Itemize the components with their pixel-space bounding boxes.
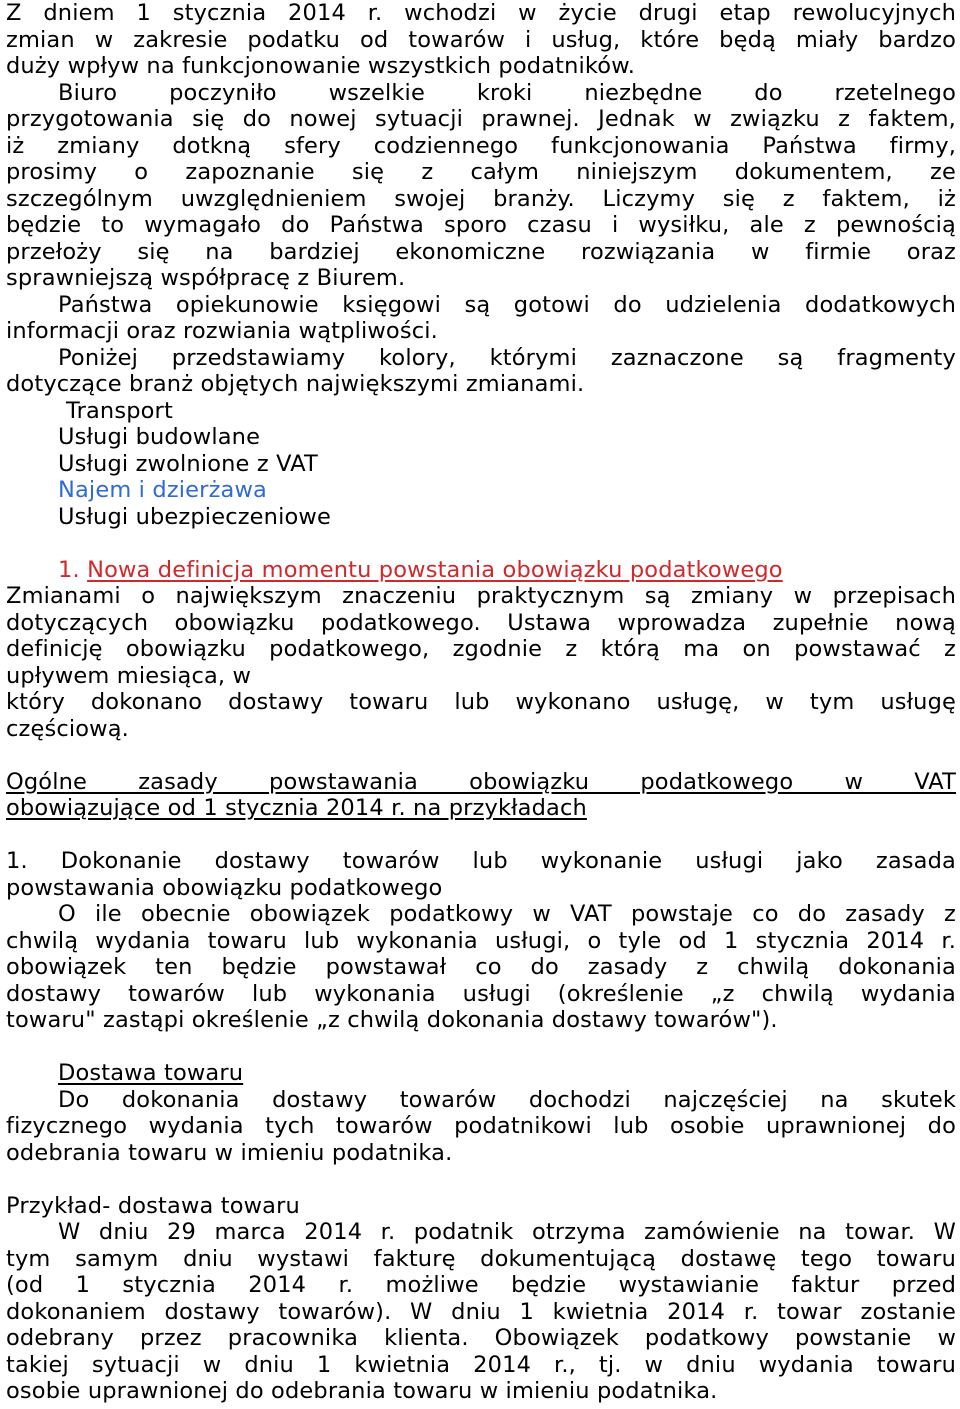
spacer (6, 822, 956, 849)
text-line: (od 1 stycznia 2014 r. możliwe będzie wystawianie faktur przed (6, 1272, 956, 1298)
delivery-section (6, 1060, 956, 1166)
spacer (6, 742, 956, 769)
section-1 (6, 557, 956, 743)
text-line: tym samym dniu wystawi fakturę dokumentującą dostawę tego towaru (6, 1245, 956, 1272)
text-line: sprawniejszą współpracę z Biurem. (6, 265, 406, 291)
text-line: chwilą wydania towaru lub wykonania usługi, o tyle od 1 stycznia 2014 r. (6, 927, 956, 954)
text-line (6, 795, 956, 822)
text-line: dotyczące branż objętych największymi zmianami. (6, 371, 585, 397)
text-line: który dokonano dostawy towaru lub wykonano usługę, w tym usługę (6, 689, 956, 715)
example-section (6, 1193, 956, 1405)
text-line: obowiązek ten będzie powstawał co do zasady z chwilą dokonania (6, 954, 956, 980)
text-line: O ile obecnie obowiązek podatkowy w VAT powstaje co do zasady z (58, 901, 956, 927)
text-line: definicję obowiązku podatkowego, zgodnie z którą ma on powstawać z (6, 636, 956, 662)
text-line: informacji oraz rozwiania wątpliwości. (6, 318, 438, 344)
section-heading (6, 557, 956, 584)
heading-text: obowiązujące od 1 stycznia 2014 r. na przykładach (6, 795, 587, 821)
text-line: przełoży się na bardziej ekonomiczne rozwiązania w firmie oraz (6, 238, 956, 265)
text-line: dostawy towarów lub wykonania usługi (określenie „z chwilą wydania (6, 980, 956, 1007)
text-line: szczególnym uwzględnieniem swojej branży. Liczymy się z faktem, iż (6, 185, 956, 212)
intro-paragraph-4 (6, 345, 956, 398)
text-line: dotyczących obowiązku podatkowego. Ustawa wprowadza zupełnie nową (6, 609, 956, 636)
text-line: Państwa opiekunowie księgowi są gotowi do udzielenia dodatkowych (58, 291, 956, 318)
rule-heading-line: 1. Dokonanie dostawy towarów lub wykonanie usługi jako zasada (6, 848, 956, 874)
subheading (6, 1060, 956, 1087)
text-line: częściową. (6, 715, 129, 742)
example-heading: Przykład- dostawa towaru (6, 1192, 300, 1219)
legend-item-transport: Transport (66, 397, 173, 424)
legend-item-vat-exempt: Usługi zwolnione z VAT (58, 450, 318, 477)
text-line: upływem miesiąca, w (6, 662, 252, 689)
legend-item-construction: Usługi budowlane (58, 424, 261, 450)
text-line: towaru" zastąpi określenie „z chwilą dokonania dostawy towarów"). (6, 1007, 778, 1033)
intro-paragraph-2 (6, 80, 956, 292)
text-line: dokonaniem dostawy towarów). W dniu 1 kwietnia 2014 r. towar zostanie (6, 1298, 956, 1325)
text-line: Do dokonania dostawy towarów dochodzi najczęściej na skutek (58, 1086, 956, 1113)
text-line: Zmianami o największym znaczeniu praktycznym są zmiany w przepisach (6, 583, 956, 609)
text-line: Biuro poczyniło wszelkie kroki niezbędne do rzetelnego (58, 79, 956, 106)
subheading-text: Dostawa towaru (58, 1060, 244, 1086)
legend-item-insurance: Usługi ubezpieczeniowe (58, 503, 331, 530)
text-line: duży wpływ na funkcjonowanie wszystkich podatników. (6, 53, 635, 79)
intro-paragraph-3 (6, 292, 956, 345)
text-line: Poniżej przedstawiamy kolory, którymi zaznaczone są fragmenty (58, 344, 956, 371)
legend-item-lease: Najem i dzierżawa (58, 477, 267, 503)
text-line: odebrany przez pracownika klienta. Obowiązek podatkowy powstanie w (6, 1325, 956, 1351)
rule-heading-line: powstawania obowiązku podatkowego (6, 874, 443, 901)
text-line: prosimy o zapoznanie się z całym niniejszym dokumentem, ze (6, 159, 956, 185)
text-line: będzie to wymagało do Państwa sporo czasu i wysiłku, ale z pewnością (6, 212, 956, 238)
text-line: takiej sytuacji w dniu 1 kwietnia 2014 r., tj. w dniu wydania towaru (6, 1351, 956, 1378)
text-line: iż zmiany dotkną sfery codziennego funkcjonowania Państwa firmy, (6, 132, 956, 159)
intro-paragraph-1 (6, 0, 956, 80)
text-line: fizycznego wydania tych towarów podatnikowi lub osobie uprawnionej do (6, 1113, 956, 1139)
text-line: zmian w zakresie podatku od towarów i usług, które będą miały bardzo (6, 26, 956, 53)
text-line: W dniu 29 marca 2014 r. podatnik otrzyma zamówienie na towar. W (58, 1219, 956, 1245)
rule-1 (6, 848, 956, 1034)
text-line: odebrania towaru w imieniu podatnika. (6, 1139, 453, 1166)
text-line: Ogólne zasady powstawania obowiązku podatkowego w VAT (6, 768, 956, 795)
general-rules-heading (6, 769, 956, 822)
text-line: Z dniem 1 stycznia 2014 r. wchodzi w życie drugi etap rewolucyjnych (6, 0, 956, 26)
spacer (6, 1034, 956, 1061)
section-title: Nowa definicja momentu powstania obowiązku podatkowego (87, 556, 783, 583)
spacer (6, 530, 956, 557)
text-line: przygotowania się do nowej sytuacji prawnej. Jednak w związku z faktem, (6, 106, 956, 132)
section-number: 1. (58, 556, 80, 583)
text-line: osobie uprawnionej do odebrania towaru w imieniu podatnika. (6, 1378, 718, 1404)
spacer (6, 1166, 956, 1193)
color-legend (6, 398, 956, 531)
